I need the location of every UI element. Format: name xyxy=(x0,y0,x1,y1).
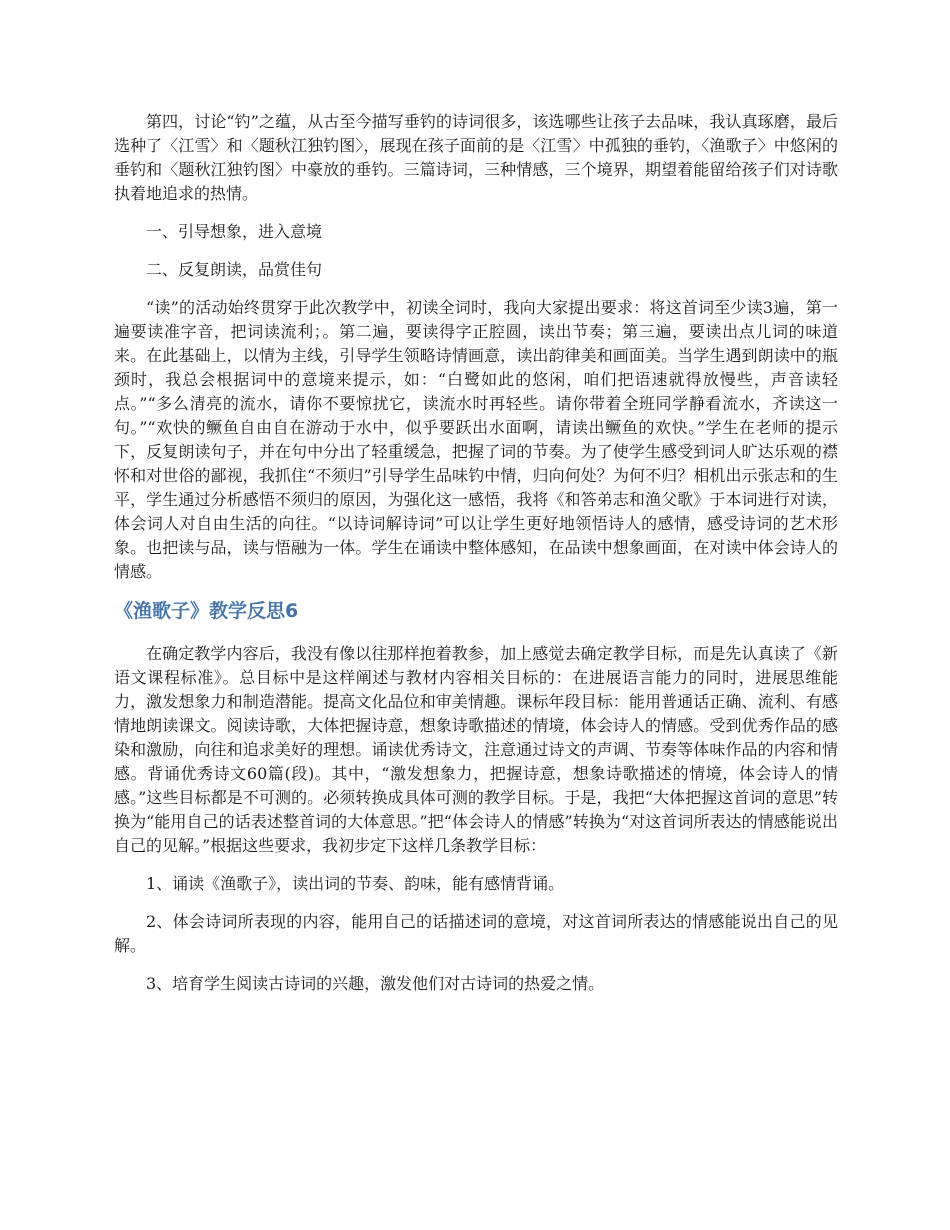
section-point-imagination: 一、引导想象，进入意境 xyxy=(146,222,323,241)
goal-item-2: 2、体会诗词所表现的内容，能用自己的话描述词的意境，对这首词所表达的情感能说出自己的见解。 xyxy=(114,912,838,955)
paragraph-reading-activity: “读”的活动始终贯穿于此次教学中，初读全词时，我向大家提出要求：将这首词至少读3遍，第一遍要读准字音，把词读流利；。第二遍，要读得字正腔圆，读出节奏；第三遍，要读出点儿词的味道来。在此基础上，以情为主线，引导学生领略诗情画意，读出韵律美和画面美。当学生遇到朗读中的瓶颈时，我总会根据词中的意境来提示，如：“白鹭如此的悠闲，咱们把语速就得放慢些，声音读轻点。”“多么清亮的流水，请你不要惊扰它，读流水时再轻些。请你带着全班同学静看流水，齐读这一句。”“欢快的鳜鱼自由自在游动于水中，似乎要跃出水面啊，请读出鳜鱼的欢快。”学生在老师的提示下，反复朗读句子，并在句中分出了轻重缓急，把握了词的节奏。为了使学生感受到词人旷达乐观的襟怀和对世俗的鄙视，我抓住“不须归”引导学生品味钓中情，归向何处？为何不归？相机出示张志和的生平，学生通过分析感悟不须归的原因，为强化这一感悟，我将《和答弟志和渔父歌》于本词进行对读，体会词人对自由生活的向往。“以诗词解诗词”可以让学生更好地领悟诗人的感情，感受诗词的艺术形象。也把读与品，读与悟融为一体。学生在诵读中整体感知，在品读中想象画面，在对读中体会诗人的情感。 xyxy=(114,298,838,581)
section-heading: 《渔歌子》教学反思6 xyxy=(114,600,299,622)
section-point-reading: 二、反复朗读，品赏佳句 xyxy=(146,260,323,279)
goal-item-3: 3、培育学生阅读古诗词的兴趣，激发他们对古诗词的热爱之情。 xyxy=(146,974,605,993)
paragraph-teaching-goals: 在确定教学内容后，我没有像以往那样抱着教参，加上感觉去确定教学目标，而是先认真读了《新语文课程标准》。总目标中是这样阐述与教材内容相关目标的：在进展语言能力的同时，进展思维能力，激发想象力和制造潜能。提高文化品位和审美情趣。课标年段目标：能用普通话正确、流利、有感情地朗读课文。阅读诗歌，大体把握诗意，想象诗歌描述的情境，体会诗人的情感。受到优秀作品的感染和激励，向往和追求美好的理想。诵读优秀诗文，注意通过诗文的声调、节奏等体味作品的内容和情感。背诵优秀诗文60篇(段)。其中，“激发想象力，把握诗意，想象诗歌描述的情境，体会诗人的情感。”这些目标都是不可测的。必须转换成具体可测的教学目标。于是，我把“大体把握这首词的意思”转换为“能用自己的话表述整首词的大体意思。”把“体会诗人的情感”转换为“对这首词所表达的情感能说出自己的见解。”根据这些要求，我初步定下这样几条教学目标： xyxy=(114,644,838,855)
goal-item-1: 1、诵读《渔歌子》，读出词的节奏、韵味，能有感情背诵。 xyxy=(146,874,565,893)
document-body xyxy=(114,110,838,1010)
paragraph-fishing-discussion: 第四，讨论“钓”之蕴，从古至今描写垂钓的诗词很多，该选哪些让孩子去品味，我认真琢磨，最后选种了〈江雪〉和〈题秋江独钓图〉，展现在孩子面前的是〈江雪〉中孤独的垂钓，〈渔歌子〉中悠闲的垂钓和〈题秋江独钓图〉中豪放的垂钓。三篇诗词，三种情感，三个境界，期望着能留给孩子们对诗歌执着地追求的热情。 xyxy=(114,112,838,203)
